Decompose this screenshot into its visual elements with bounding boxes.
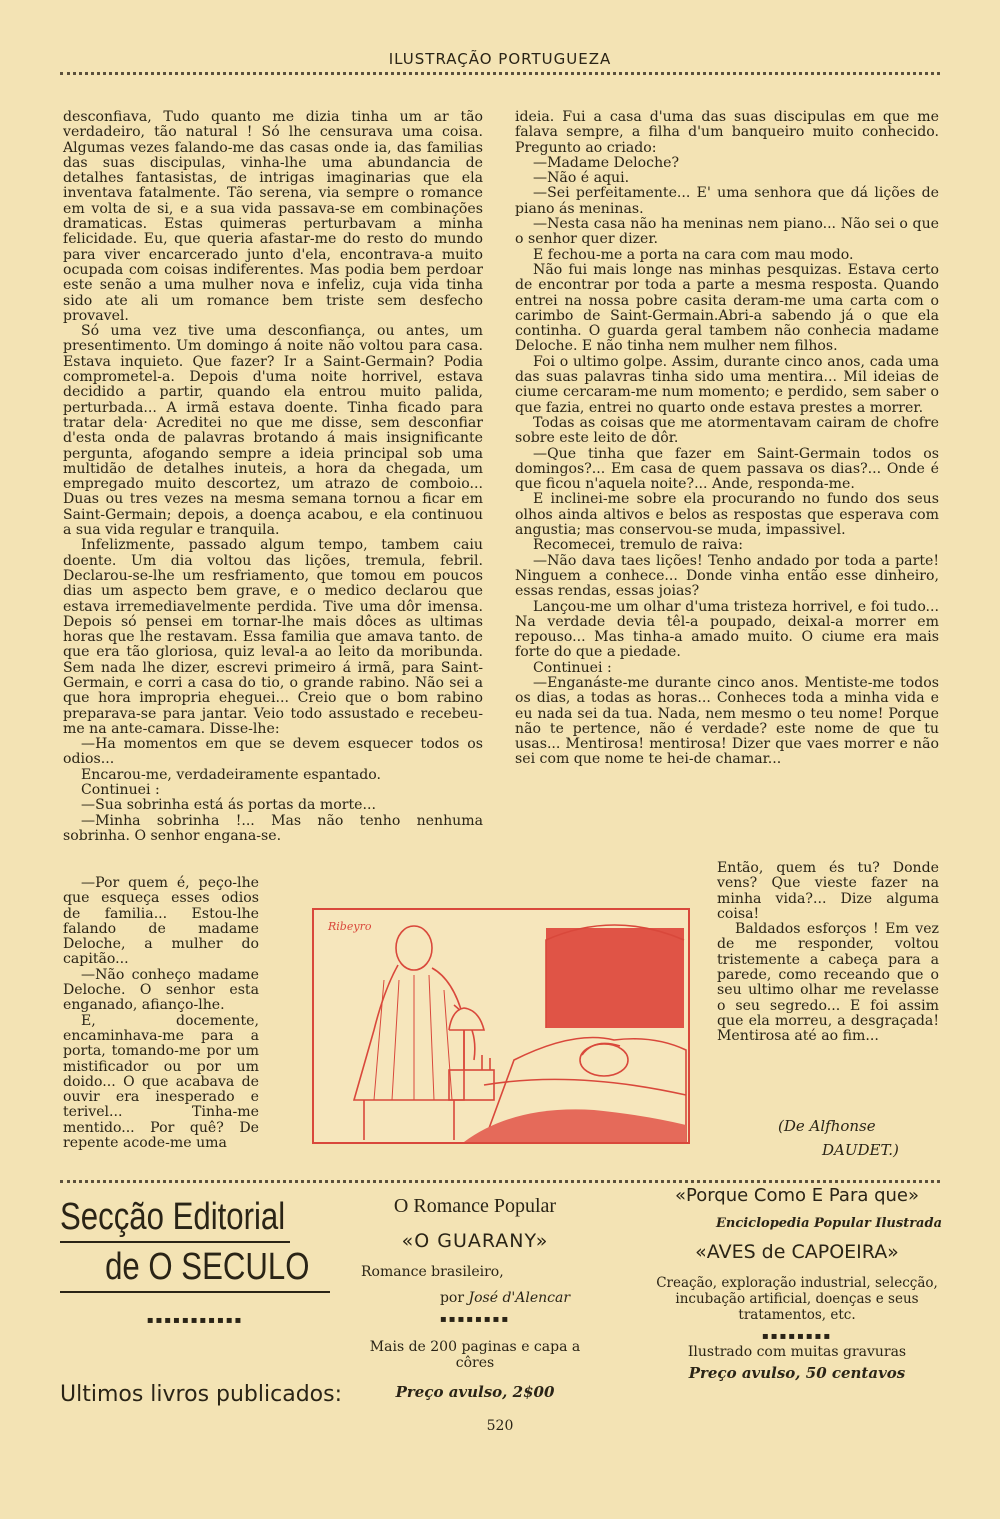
left-column [63, 110, 483, 844]
paragraph: Só uma vez tive uma desconfiança, ou antes, um presentimento. Um domingo á noite não voltou para casa. Estava inquieto. Que fazer? Ir a Saint-Germain? Podia comprometel-a. Depois d'uma noite horrivel, estava decidido a partir, quando ela entrou muito palida, perturbada... A irmã estava doente. Tinha ficado para tratar dela· Acreditei no que me disse, sem desconfiar d'esta onda de palavras brotando á mais insignificante pergunta, afogando sempre a ideia principal sob uma multidão de detalhes inuteis, a hora da chegada, um empregado muito descortez, um atrazo de comboio... Duas ou tres vezes na mesma semana tornou a ficar em Saint-Germain; depois, a doença acabou, e ela continuou a sua vida regular e tranquila. [63, 323, 483, 539]
paragraph: Continuei : [533, 659, 612, 676]
paragraph: Foi o ultimo golpe. Assim, durante cinco anos, cada uma das suas palavras tinha sido uma mentira... Mil ideias de ciume cercaram-me num momento; e perdido, sem saber o que fazia, entrei no quarto onde estava prestes a morrer. [515, 353, 939, 416]
ad-seculo-line2: de O SECULO [105, 1246, 310, 1288]
footer-rule [60, 1180, 940, 1183]
divider [60, 1291, 330, 1293]
paragraph: E, docemente, encaminhava-me para a porta, tomando-me por um mistificador ou por um doido... O que acabava de ouvir era inesperado e terivel... Tinha-me mentido... Por quê? De repente acode-me uma [63, 1012, 259, 1152]
ad-aves-illustrated: Ilustrado com muitas gravuras [687, 1344, 907, 1360]
bedside-scene-drawing [314, 910, 688, 1142]
author-name: José d'Alencar [468, 1290, 571, 1306]
ad-aves-desc: Creação, exploração industrial, selecção, incubação artificial, doenças e seus tratamentos, etc. [656, 1275, 938, 1323]
ad-guarany [355, 1195, 595, 1401]
left-narrow-column [63, 876, 259, 1151]
paragraph: —Não é aqui. [533, 170, 630, 187]
paragraph: Continuei : [81, 782, 160, 799]
ad-aves-line2: Enciclopedia Popular Ilustrada [715, 1216, 942, 1231]
paragraph: —Ha momentos em que se devem esquecer todos os odios... [63, 736, 483, 768]
paragraph: desconfiava, Tudo quanto me dizia tinha um ar tão verdadeiro, tão natural ! Só lhe censurava uma coisa. Algumas vezes falando-me das casas onde ia, das familias das suas discipulas, vinha-lhe uma abundancia de detalhes fantasistas, de intrigas imaginarias que ela inventava fatalmente. Tão serena, via sempre o romance em volta de si, e a sua vida passava-se em combinações dramaticas. Estas quimeras perturbavam a minha felicidade. Eu, que queria afastar-me do resto do mundo para viver encarcerado junto d'ela, encontrava-a muito ocupada com coisas indiferentes. Mas podia bem perdoar este senão a uma mulher nova e infeliz, cuja vida tinha sido ate ali um romance bem triste sem desfecho provavel. [63, 109, 483, 324]
paragraph: —Nesta casa não ha meninas nem piano... Não sei o que o senhor quer dizer. [515, 216, 939, 248]
paragraph: Baldados esforços ! Em vez de me responder, voltou tristemente a cabeça para a parede, como receando que o seu ultimo olhar me revelasse o seu segredo... E foi assim que ela morreu, a desgraçada! Mentirosa até ao fim... [717, 921, 939, 1045]
story-illustration [312, 908, 690, 1144]
ultimos-livros-heading: Ultimos livros publicados: [60, 1382, 342, 1407]
right-column [515, 110, 939, 768]
ad-guarany-title: «O GUARANY» [401, 1230, 549, 1252]
ad-aves-line1: «Porque Como E Para que» [674, 1185, 920, 1206]
page-header: ILUSTRAÇÃO PORTUGUEZA [388, 50, 612, 68]
dots-separator: ▪▪▪▪▪▪▪▪ [439, 1314, 511, 1325]
ad-guarany-author-line [355, 1290, 595, 1306]
paragraph: —Por quem é, peço-lhe que esqueça esses odios de familia... Estou-lhe falando de madame Deloche, a mulher do capitão... [63, 875, 259, 968]
credit-line: DAUDET.) [822, 1141, 899, 1159]
ad-aves [652, 1185, 942, 1382]
paragraph: —Não dava taes lições! Tenho andado por toda a parte! Ninguem a conhece... Donde vinha então esse dinheiro, essas rendas, essas joias? [515, 552, 939, 600]
ad-aves-title: «AVES de CAPOEIRA» [695, 1241, 899, 1263]
paragraph: Recomecei, tremulo de raiva: [533, 537, 743, 554]
dots-separator: ▪▪▪▪▪▪▪▪ [761, 1331, 833, 1342]
ad-guarany-line1: O Romance Popular [393, 1195, 557, 1217]
paragraph: E inclinei-me sobre ela procurando no fundo dos seus olhos ainda altivos e belos as respostas que esperava com angustia; mas conservou-se muda, impassivel. [515, 491, 939, 539]
ad-guarany-price: Preço avulso, 2$00 [395, 1383, 555, 1401]
paragraph: —Enganáste-me durante cinco anos. Mentiste-me todos os dias, a todas as horas... Conheces toda a minha vida e eu nada sei da tua. Nada, nem mesmo o teu nome! Porque não te pertence, não é verdade? este nome de que tu usas... Mentirosa! mentirosa! Dizer que vaes morrer e não sei com que nome te hei-de chamar... [515, 674, 939, 768]
author-credit [760, 1114, 940, 1162]
paragraph: —Madame Deloche? [533, 154, 680, 171]
paragraph: Todas as coisas que me atormentavam cairam de chofre sobre este leito de dôr. [515, 414, 939, 447]
paragraph: ideia. Fui a casa d'uma das suas discipulas em que me falava sempre, a filha d'um banqueiro muito conhecido. Pregunto ao criado: [515, 109, 939, 156]
ad-guarany-pages: Mais de 200 paginas e capa a côres [369, 1339, 581, 1371]
paragraph: Encarou-me, verdadeiramente espantado. [81, 766, 382, 783]
paragraph: —Que tinha que fazer em Saint-Germain todos os domingos?... Em casa de quem passava os dias?... Onde é que ficou n'aquela noite?... Ande, responda-me. [515, 445, 939, 493]
ad-guarany-subtitle: Romance brasileiro, [361, 1264, 504, 1280]
dots-separator: ▪▪▪▪▪▪▪▪▪▪▪ [146, 1315, 244, 1326]
paragraph: Infelizmente, passado algum tempo, tambem caiu doente. Um dia voltou das lições, tremula, febril. Declarou-se-lhe um resfriamento, que tomou em poucos dias um aspecto bem grave, e o medico declarou que estava irremediavelmente perdida. Tive uma dôr imensa. Depois só pensei em tornar-lhe mais dôces as ultimas horas que lhe restavam. Essa familia que amava tanto. de que era tão gloriosa, quiz leval-a ao leito da moribunda. Sem nada lhe dizer, escrevi primeiro á irmã, para Saint-Germain, e corri a casa do tio, o grande rabino. Não sei a que hora impropria eheguei... Creio que o bom rabino preparava-se para jantar. Veio todo assustado e recebeu-me na ante-camara. Disse-lhe: [63, 537, 483, 737]
divider [60, 1241, 290, 1243]
paragraph: Então, quem és tu? Donde vens? Que vieste fazer na minha vida?... Dize alguma coisa! [717, 860, 939, 922]
right-narrow-column [717, 861, 939, 1045]
paragraph: —Minha sobrinha !... Mas não tenho nenhuma sobrinha. O senhor engana-se. [63, 812, 483, 844]
paragraph: —Sua sobrinha está ás portas da morte... [81, 797, 376, 814]
paragraph: Lançou-me um olhar d'uma tristeza horrivel, e foi tudo... Na verdade devia têl-a poupado, deixal-a morrer em repouso... Mas tinha-a amado muito. O ciume era mais forte do que a piedade. [515, 598, 939, 661]
ad-aves-price: Preço avulso, 50 centavos [688, 1364, 906, 1382]
paragraph: Não fui mais longe nas minhas pesquizas. Estava certo de encontrar por toda a parte a mesma resposta. Quando entrei na nossa pobre casita deram-me uma carta com o carimbo de Saint-Germain.Abri-a sabendo já o que ela continha. O guarda geral tambem não conhecia madame Deloche. E não tinha nem mulher nem filhos. [515, 261, 939, 355]
ad-seculo [60, 1195, 330, 1326]
page-number: 520 [486, 1418, 514, 1434]
ad-seculo-line1: Secção Editorial [60, 1196, 286, 1238]
header-rule [60, 72, 940, 75]
artist-signature: Ribeyro [328, 920, 372, 933]
paragraph: E fechou-me a porta na cara com mau modo. [533, 246, 854, 263]
author-prefix: por [439, 1290, 465, 1306]
credit-line: (De Alfhonse [778, 1117, 876, 1135]
paragraph: —Não conheço madame Deloche. O senhor esta enganado, afianço-lhe. [63, 966, 259, 1014]
paragraph: —Sei perfeitamente... E' uma senhora que dá lições de piano ás meninas. [515, 185, 939, 217]
